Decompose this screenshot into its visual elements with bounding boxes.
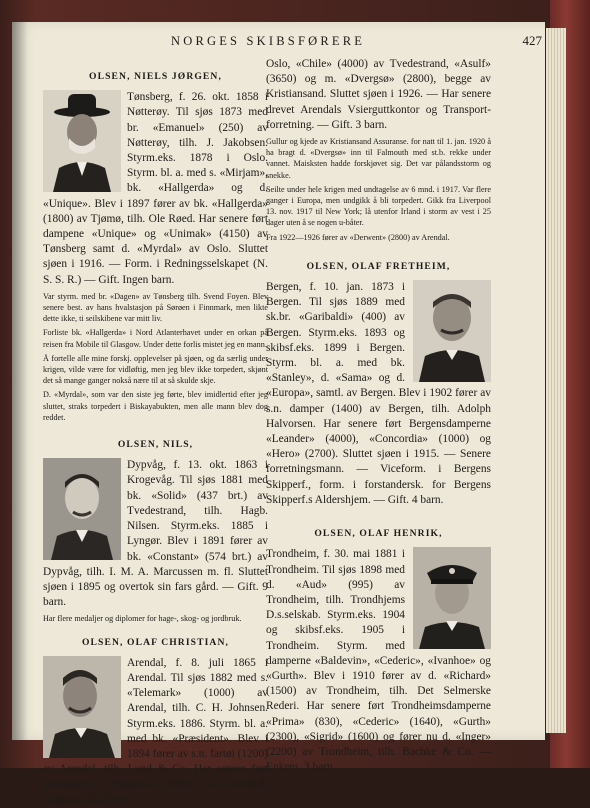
- entry-heading-niels-jorgen: OLSEN, NIELS JØRGEN,: [89, 71, 222, 82]
- right-column: [266, 57, 491, 775]
- portrait-photo-olaf-henrik: [413, 547, 491, 649]
- page-number: 427: [522, 33, 542, 48]
- entry-note-niels-jorgen-1: Var styrm. med br. «Dagen» av Tønsberg tilh. Svend Foyen. Blev senere best. av hans hvalstasjon på Sørøen i Finnmark, men likte dette ikke, ti seilskibene var mitt liv.: [43, 291, 268, 324]
- left-column: [43, 57, 268, 808]
- running-title: NORGES SKIBSFØRERE: [171, 34, 366, 48]
- portrait-photo-niels-jorgen: [43, 90, 121, 192]
- entry-text-olaf-christian: Arendal, f. 8. juli 1865 i Arendal. Til sjøs 1882 med s. «Telemark» (1000) av Arendal, tilh. C. H. Johnsen. Styrm.eks. 1886. Styrm. bl. a. med bk. «Præsident». Blev i 1894 fører av s.n. fartøi (1200) av Arendal, tilh. Lund & Co. Har senere ført seilskutene «Dagmal» (600) av Arendal, «Moren» (2200) av: [43, 656, 268, 806]
- entry-niels-jorgen: [43, 90, 268, 423]
- entry-olaf-fretheim: [266, 280, 491, 508]
- entry-note-niels-jorgen-2: Forliste bk. «Hallgerda» i Nord Atlanterhavet under en orkan på reisen fra Mobile til Glasgow. Under dette forlis mistet jeg en mann.: [43, 328, 268, 349]
- entry-text-niels-jorgen: Tønsberg, f. 26. okt. 1858 i Nøtterøy. Til sjøs 1873 med br. «Emanuel» (250) av Nøtterøy, tilh. J. Jakobsen. Styrm.eks. 1878 i Oslo. Styrm. bl. a. med s. «Mirjam», bk. «Hallgerda» og d. «Unique». Blev i 1897 fører av bk. «Hallgerda» (1800) av Tjømø, tilh. Ole Røed. Har senere ført dampene «Unique» og «Unimak» (4150) av Tønsberg samt d. «Myrdal» av Oslo. Sluttet sjøen i 1916. — Form. i Redningsselskapet (N. S. S. R.) — Gift. Ingen barn.: [43, 91, 268, 286]
- entry-text-olaf-fretheim: Bergen, f. 10. jan. 1873 i Bergen. Til sjøs 1889 med sk.br. «Garibaldi» (400) av Bergen. Styrm.eks. 1893 og skibsf.eks. 1899 i Bergen. Styrm. bl. a. med bk. «Stanley», d. «Sama» og d. «Europa», samtl. av Bergen. Blev i 1902 fører av s.n. damper (1400) av Bergen, tilh. Adolph Halvorsen. Har senere ført Bergensdamperne «Leander» (4000), «Concordia» (1000) og «Hero» (2700). Sluttet sjøen i 1915. — Senere forretningsmann. — Viceform. i Bergens Skipperf., form. i forstandersk. for Bergens Skipperf.s Aldershjem. — Gift. 4 barn.: [266, 281, 491, 506]
- entry-note-niels-jorgen-3: Å fortelle alle mine forskj. opplevelser på sjøen, og da særlig under krigen, vilde være for vidløftig, men jeg blev ikke torpedert, skjønt det så mange ganger nokså nære til at så skulde skje.: [43, 353, 268, 386]
- entry-note-nils: Har flere medaljer og diplomer for hage-, skog- og jordbruk.: [43, 614, 242, 624]
- entry-note-olaf-christian-1: Gullur og kjede av Kristiansand Assuranse. for natt til 1. jan. 1920 å ha bragt d. «Dvergsø» inn til Falmouth med st.b. rekke under vannet. Maisksten hadde forskjøvet sig. Det var pålandsstorm og snekke.: [266, 137, 491, 180]
- portrait-photo-nils: [43, 458, 121, 560]
- portrait-photo-olaf-fretheim: [413, 280, 491, 382]
- portrait-photo-olaf-christian: [43, 656, 121, 758]
- entry-heading-nils: OLSEN, NILS,: [117, 439, 194, 451]
- entry-text-nils: Dypvåg, f. 13. okt. 1863 i Krogevåg. Til sjøs 1881 med bk. «Solid» (437 brt.) av Tvedestrand, tilh. Hagb. Nilsen. Styrm.eks. 1885 i Lyngør. Blev i 1891 fører av bk. «Constant» (574 brt.) av Dypvåg, tilh. I. M. A. Marcussen m. fl. Sluttet sjøen i 1895 og overtok sin fars gård. — Gift. 9 barn.: [43, 459, 268, 609]
- entry-note-niels-jorgen-4: D. «Myrdal», som var den siste jeg førte, blev imidlertid efter jeg sluttet, straks torpedert i Biskayabukten, men alle mann blev dog reddet.: [43, 390, 268, 422]
- entry-note-olaf-christian-2: Seilte under hele krigen med undtagelse av 6 mnd. i 1917. Var flere ganger i Europa, men undgikk å bli torpedert. Gikk fra Liverpool 13. nov. 1917 til New York; lå utenfor Irland i storm av vest i 25 dager uten å se nogen u-båter.: [266, 184, 491, 228]
- page-edges: [546, 28, 566, 733]
- entry-olaf-christian: [43, 656, 268, 808]
- entry-heading-olaf-fretheim: OLSEN, OLAF FRETHEIM,: [306, 260, 451, 272]
- entry-nils: [43, 458, 268, 624]
- entry-text-olaf-henrik: Trondheim, f. 30. mai 1881 i Trondheim. Til sjøs 1898 med d. «Aud» (995) av Trondheim, tilh. Trondhjems D.s.selskab. Styrm.eks. 1904 og skibsf.eks. 1905 i Trondheim. Styrm. med damperne «Baldevin», «Cederic», «Ivanhoe» og «Gurth». Blev i 1910 fører av d. «Richard» (1500) av Trondheim, tilh. Det Selmerske Rederi. Har senere ført Trondheimsdamperne «Prima» (830), «Cederic» (1640), «Gurth» (2300), «Sigrid» (1600) og fører nu d. «Inger» (2200) av Trondheim, tilh. Bachke & Co. — Enkem. 3 barn.: [266, 548, 491, 774]
- entry-olaf-henrik: [266, 547, 491, 775]
- page-gutter-shadow: [12, 22, 28, 740]
- entry-note-olaf-christian-3: Fra 1922—1926 fører av «Derwent» (2800) av Arendal.: [266, 232, 450, 242]
- entry-text-olaf-christian-continued: Oslo, «Chile» (4000) av Tvedestrand, «Asulf» (3650) og m. «Dvergsø» (2800), begge av Kristiansand. Sluttet sjøen i 1926. — Har senere drevet Arendals Vsierguttkontor og Transportforretning. — Gift. 3 barn.: [266, 58, 491, 131]
- entry-heading-olaf-christian: OLSEN, OLAF CHRISTIAN,: [82, 636, 229, 648]
- entry-heading-olaf-henrik: OLSEN, OLAF HENRIK,: [314, 528, 443, 540]
